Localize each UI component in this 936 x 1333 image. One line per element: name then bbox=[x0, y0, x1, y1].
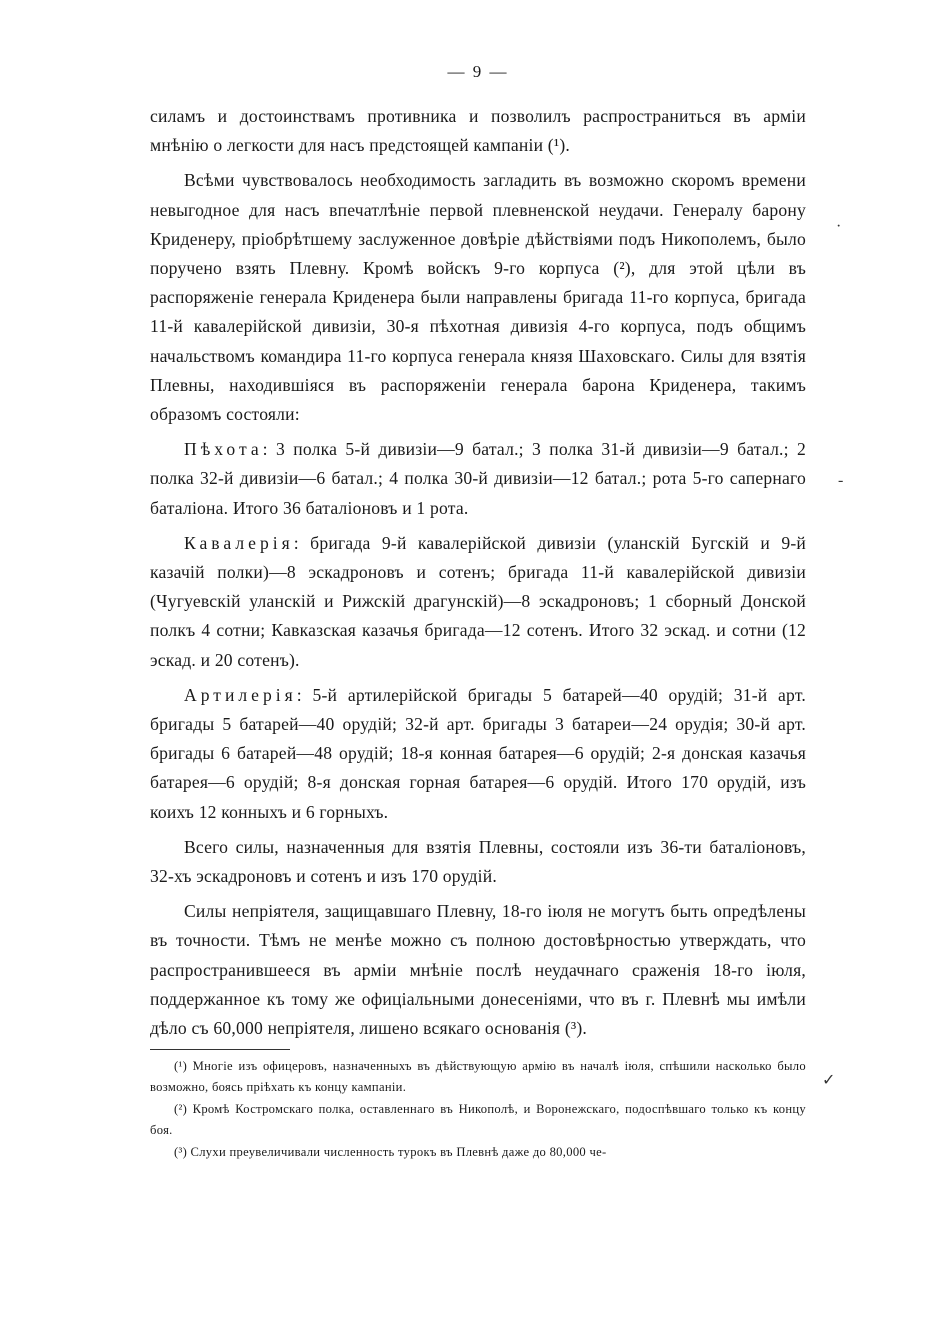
margin-dot-mark: · bbox=[836, 218, 842, 235]
artillery-label: Артилерія bbox=[184, 684, 297, 705]
artillery-text: : 5-й артилерійской бригады 5 батарей—40 орудій; 31-й арт. бригады 5 батарей—40 орудій; 32-й арт. бригады 3 батареи—24 орудія; 30-й арт. бригады 6 батарей—48 орудій; 18-я конная батарея—6 орудій; 2-я донская казачья батарея—6 орудій; 8-я донская горная батарея—6 орудій. Итого 170 орудій, изъ коихъ 12 конныхъ и 6 горныхъ. bbox=[150, 684, 806, 822]
margin-dash-mark: ‐ bbox=[838, 472, 844, 489]
page-body bbox=[150, 62, 806, 1165]
paragraph-infantry bbox=[150, 435, 806, 523]
cavalry-label: Кавалерія bbox=[184, 532, 294, 553]
paragraph-enemy: Силы непріятеля, защищавшаго Плевну, 18-го іюля не могутъ быть опредѣлены въ точности. Тѣмъ не менѣе можно съ полною достовѣрностью утверждать, что распространившееся въ арміи мнѣніе послѣ неудачнаго сраженія 18-го іюля, поддержанное къ тому же офиціальными донесеніями, что въ г. Плевнѣ мы имѣли дѣло съ 60,000 непріятеля, лишено всякаго основанія (³). bbox=[150, 901, 806, 1039]
footnote-1: (¹) Многіе изъ офицеровъ, назначенныхъ въ дѣйствующую армію въ началѣ іюля, спѣшили насколько было возможно, боясь пріѣхать къ концу кампаніи. bbox=[150, 1059, 806, 1094]
paragraph-cavalry bbox=[150, 529, 806, 675]
margin-check-mark: ✓ bbox=[822, 1072, 836, 1089]
infantry-text: : 3 полка 5-й дивизіи—9 батал.; 3 полка 31-й дивизіи—9 батал.; 2 полка 32-й дивизіи—6 батал.; 4 полка 30-й дивизіи—12 батал.; рота 5-го сапернаго баталіона. Итого 36 баталіоновъ и 1 рота. bbox=[150, 439, 806, 518]
page-number: — 9 — bbox=[447, 62, 509, 81]
infantry-label: Пѣхота bbox=[184, 439, 263, 460]
footnote-3: (³) Слухи преувеличивали численность турокъ въ Плевнѣ даже до 80,000 че- bbox=[174, 1145, 607, 1160]
cavalry-text: : бригада 9-й кавалерійской дивизіи (уланскій Бугскій и 9-й казачій полки)—8 эскадроновъ и сотенъ; бригада 11-й кавалерійской дивизіи (Чугуевскій уланскій и Рижскій драгунскій)—8 эскадроновъ; 1 сборный Донской полкъ 4 сотни; Кавказская казачья бригада—12 сотенъ. Итого 32 эскад. и сотни (12 эскад. и 20 сотенъ). bbox=[150, 532, 806, 670]
paragraph-artillery bbox=[150, 681, 806, 827]
paragraph-kridener: Всѣми чувствовалось необходимость загладить въ возможно скоромъ времени невыгодное для насъ впечатлѣніе первой плевненской неудачи. Генералу барону Криденеру, пріобрѣтшему заслуженное довѣріе дѣйствіями подъ Никополемъ, было поручено взять Плевну. Кромѣ войскъ 9-го корпуса (²), для этой цѣли въ распоряженіе генерала Криденера были направлены бригада 11-го корпуса, бригада 11-й кавалерійской дивизіи, 30-я пѣхотная дивизія 4-го корпуса, подъ общимъ начальствомъ командира 11-го корпуса генерала князя Шаховскаго. Силы для взятія Плевны, находившіяся въ распоряженіи генерала барона Криденера, такимъ образомъ состояли: bbox=[150, 170, 806, 425]
footnote-2: (²) Кромѣ Костромскаго полка, оставленнаго въ Никополѣ, и Воронежскаго, подоспѣвшаго только къ концу боя. bbox=[150, 1102, 806, 1137]
paragraph-total: Всего силы, назначенныя для взятія Плевны, состояли изъ 36-ти баталіоновъ, 32-хъ эскадроновъ и сотенъ и изъ 170 орудій. bbox=[150, 836, 806, 887]
paragraph-opening: силамъ и достоинствамъ противника и позволилъ распространиться въ арміи мнѣнію о легкости для насъ предстоящей кампаніи (¹). bbox=[150, 106, 806, 156]
footnote-divider bbox=[150, 1049, 290, 1050]
